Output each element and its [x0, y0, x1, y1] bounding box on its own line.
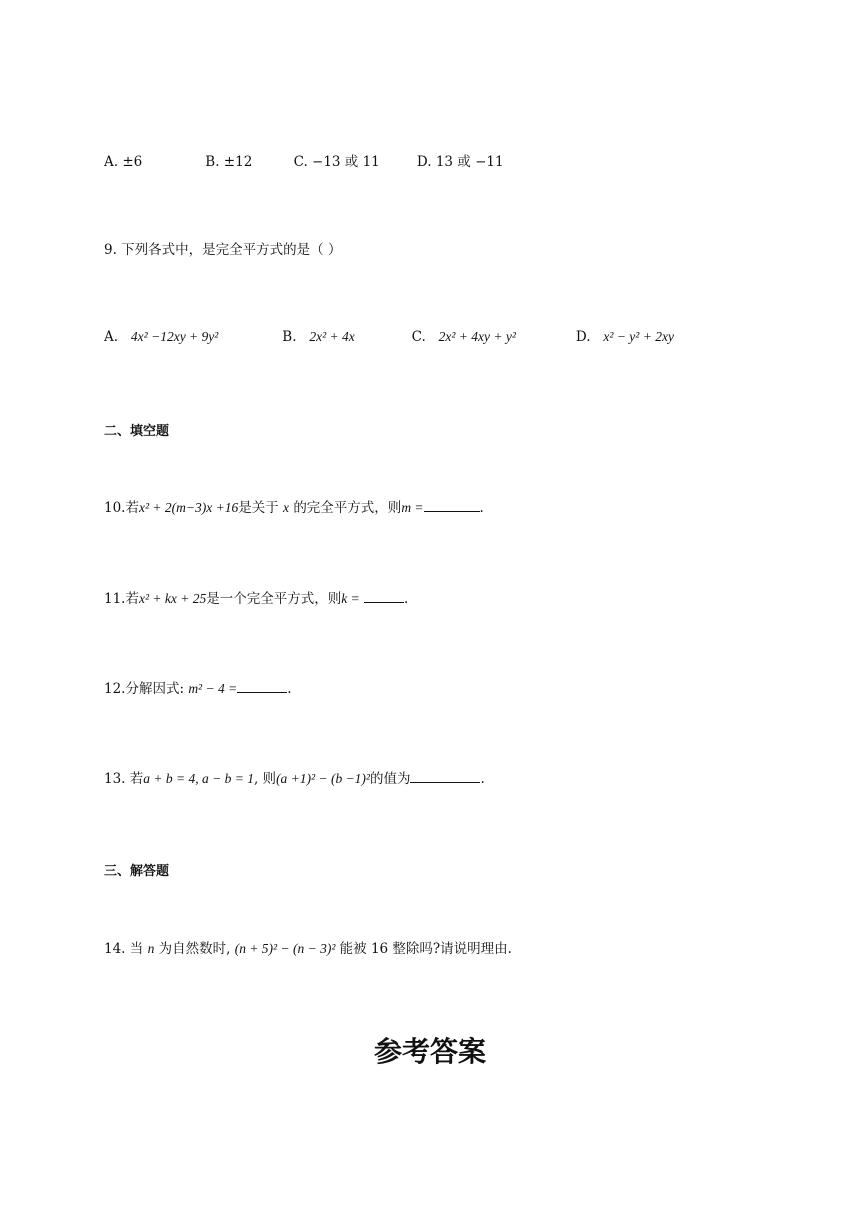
answer-key-title: 参考答案	[373, 1035, 486, 1068]
q10	[104, 496, 484, 516]
q8-option-d: D. 13 或 −11	[416, 154, 504, 170]
q8-option-b: B. ±12	[205, 154, 253, 170]
q13-suffix: 的值为	[369, 771, 411, 787]
section-heading-fill-in: 二、填空题	[104, 424, 170, 439]
q12-expr: m² − 4 =	[188, 681, 238, 696]
q9-option-c	[412, 329, 572, 345]
q9-option-a-label: A.	[104, 329, 119, 345]
q8-option-a: A. ±6	[104, 154, 143, 170]
q10-expr: x² + 2(m−3)x +16	[138, 500, 239, 515]
q9-option-a	[104, 329, 278, 345]
q13-end: .	[480, 771, 485, 787]
q12-answer-blank[interactable]	[237, 680, 287, 693]
q11-prefix: 11.若	[104, 591, 139, 607]
q13	[104, 767, 485, 787]
q13-answer-blank[interactable]	[410, 770, 480, 783]
section-heading-solve: 三、解答题	[104, 864, 170, 879]
q11-ask: k =	[341, 591, 360, 606]
q9-option-d	[576, 329, 674, 345]
q8-options	[104, 150, 504, 170]
q11-suffix: 是一个完全平方式，则	[206, 591, 342, 607]
q13-condition: a + b = 4, a − b = 1	[143, 771, 254, 786]
q9-option-d-label: D.	[575, 329, 591, 345]
q12	[104, 677, 292, 697]
q10-end: .	[479, 500, 484, 516]
q9-option-d-expr: x² − y² + 2xy	[603, 329, 674, 344]
q14-var: n	[147, 941, 155, 956]
q9-options	[104, 329, 674, 345]
q9-option-c-label: C.	[411, 329, 426, 345]
q14-expr: (n + 5)² − (n − 3)²	[234, 941, 336, 956]
q11-answer-blank[interactable]	[364, 590, 404, 603]
q10-prefix: 10.若	[104, 500, 139, 516]
q11-end: .	[404, 591, 409, 607]
q12-prefix: 12.分解因式:	[104, 681, 189, 697]
q10-answer-blank[interactable]	[424, 499, 480, 512]
q9-option-b	[282, 329, 407, 345]
q14-suffix: 能被 16 整除吗?请说明理由.	[339, 941, 512, 957]
q10-suffix: 的完全平方式，则	[293, 500, 402, 516]
q11-expr: x² + kx + 25	[138, 591, 207, 606]
q14	[104, 937, 512, 957]
q9-option-b-label: B.	[282, 329, 297, 345]
q14-prefix: 14. 当	[104, 941, 144, 957]
q11	[104, 587, 408, 607]
q13-prefix: 13. 若	[104, 771, 144, 787]
q9-stem: 9. 下列各式中，是完全平方式的是（ ）	[104, 242, 342, 258]
q10-ask: m =	[401, 500, 424, 515]
q9-option-a-expr: 4x² −12xy + 9y²	[130, 329, 219, 344]
q13-expr: (a +1)² − (b −1)²	[276, 771, 370, 786]
q9-option-b-expr: 2x² + 4x	[309, 329, 355, 344]
q14-mid: 为自然数时,	[158, 941, 231, 957]
q10-mid: 是关于	[238, 500, 279, 516]
q13-mid: , 则	[253, 771, 277, 787]
q9-option-c-expr: 2x² + 4xy + y²	[438, 329, 516, 344]
q10-var: x	[283, 500, 290, 515]
q12-end: .	[287, 681, 292, 697]
q8-option-c: C. −13 或 11	[293, 154, 380, 170]
